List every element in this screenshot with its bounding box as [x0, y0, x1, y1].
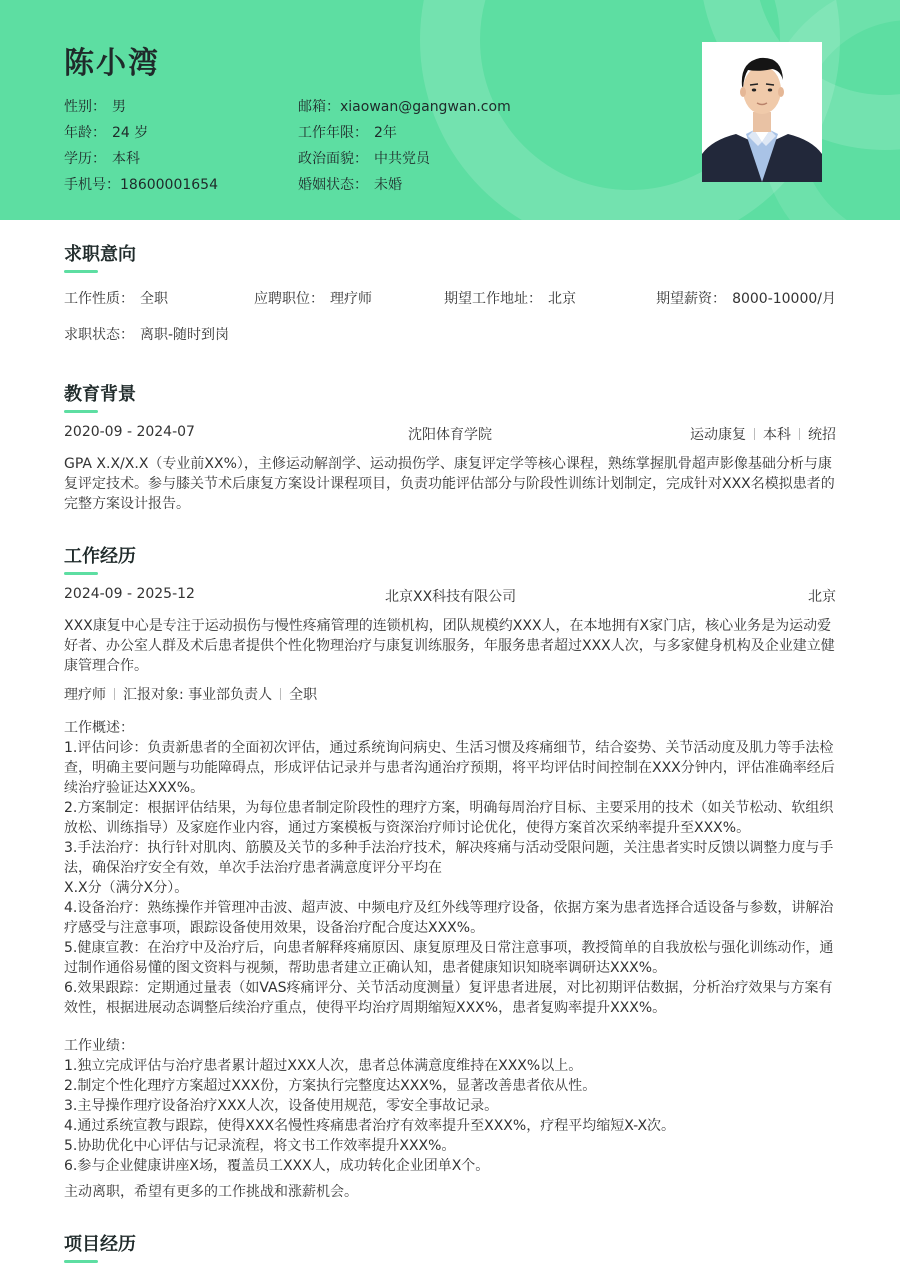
field-value: 离职-随时到岗: [140, 327, 230, 343]
company-description: [64, 616, 836, 676]
section-title-project: 项目经历: [64, 1234, 136, 1255]
info-value: 男: [112, 99, 126, 115]
field-value: 理疗师: [330, 291, 372, 307]
text-line: 2.制定个性化理疗方案超过XXX份，方案执行完整度达XXX%，显著改善患者依从性。: [64, 1078, 597, 1094]
text-line: 康管理合作。: [64, 658, 148, 674]
text-line: XXX康复中心是专注于运动损伤与慢性疼痛管理的连锁机构，团队规模约XXX人，在本地拥有X家门店，核心业务是为运动爱: [64, 618, 832, 634]
text-line: 放松、训练指导）及家庭作业内容，通过方案模板与资深治疗师讨论优化，使得方案首次采纳率提升至XXX%。: [64, 820, 751, 836]
text-line: 4.设备治疗：熟练操作并管理冲击波、超声波、中频电疗及红外线等理疗设备，依据方案为患者选择合适设备与参数，讲解治: [64, 900, 834, 916]
info-value: 未婚: [374, 177, 402, 193]
field-label: 应聘职位：: [254, 291, 324, 307]
field-value: 8000-10000/月: [732, 291, 836, 307]
text-line: 3.主导操作理疗设备治疗XXX人次，设备使用规范，零安全事故记录。: [64, 1098, 499, 1114]
field-label: 求职状态：: [64, 327, 134, 343]
text-line: 效性，根据进展动态调整后续治疗重点，使得平均治疗周期缩短XXX%，患者复购率提升XXX%。: [64, 1000, 667, 1016]
text-line: 1.独立完成评估与治疗患者累计超过XXX人次，患者总体满意度维持在XXX%以上。: [64, 1058, 583, 1074]
candidate-name: 陈小湾: [64, 46, 160, 81]
text-line: X.X分（满分X分）。: [64, 880, 189, 896]
info-political: [298, 148, 430, 168]
info-value: xiaowan@gangwan.com: [340, 99, 511, 115]
text-line: 法，确保治疗安全有效，单次手法治疗患者满意度评分平均在: [64, 860, 442, 876]
intent-status: [64, 324, 229, 344]
info-marital: [298, 174, 402, 194]
text-line: 2.方案制定：根据评估结果，为每位患者制定阶段性的理疗方案，明确每周治疗目标、主要采用的技术（如关节松动、软组织: [64, 800, 834, 816]
text-line: 6.效果跟踪：定期通过量表（如VAS疼痛评分、关节活动度测量）复评患者进展，对比初期评估数据，分析治疗效果与方案有: [64, 980, 833, 996]
education-school: 沈阳体育学院: [408, 427, 492, 443]
text-line: GPA X.X/X.X（专业前XX%），主修运动解剖学、运动损伤学、康复评定学等核心课程，熟练掌握肌骨超声影像基础分析与康: [64, 456, 832, 472]
work-company: 北京XX科技有限公司: [385, 589, 517, 605]
profile-photo: [702, 42, 822, 182]
work-period: 2024-09 - 2025-12: [64, 586, 195, 602]
text-line: 4.通过系统宣教与跟踪，使得XXX名慢性疼痛患者治疗有效率提升至XXX%，疗程平均缩短X-X次。: [64, 1118, 676, 1134]
education-meta: [690, 424, 836, 444]
field-label: 期望薪资：: [656, 291, 727, 307]
intent-position: [254, 288, 372, 308]
field-label: 工作性质：: [64, 291, 134, 307]
header-banner: [0, 0, 900, 220]
text-line: 过制作通俗易懂的图文资料与视频，帮助患者建立正确认知，患者健康知识知晓率调研达XXX%。: [64, 960, 667, 976]
info-value: 18600001654: [120, 177, 218, 193]
info-age: [64, 122, 148, 142]
info-label: 婚姻状态：: [298, 177, 368, 193]
divider: [114, 688, 115, 700]
text-line: 复评定技术。参与膝关节术后康复方案设计课程项目，负责功能评估部分与阶段性训练计划制定，完成针对XXX名模拟患者的: [64, 476, 835, 492]
info-value: 中共党员: [374, 151, 430, 167]
education-period: 2020-09 - 2024-07: [64, 424, 195, 440]
text-line: 1.评估问诊：负责新患者的全面初次评估，通过系统询问病史、生活习惯及疼痛细节，结合姿势、关节活动度及肌力等手法检: [64, 740, 834, 756]
divider: [799, 428, 800, 440]
info-phone: [64, 174, 218, 194]
text-line: 3.手法治疗：执行针对肌肉、筋膜及关节的多种手法治疗技术，解决疼痛与活动受限问题，关注患者实时反馈以调整力度与手: [64, 840, 834, 856]
info-email: [298, 96, 511, 116]
info-label: 工作年限：: [298, 125, 368, 141]
intent-job-type: [64, 288, 168, 308]
info-label: 性别：: [64, 99, 106, 115]
text-line: 续治疗验证达XXX%。: [64, 780, 205, 796]
text-line: 疗感受与注意事项，跟踪设备使用效果，设备治疗配合度达XXX%。: [64, 920, 485, 936]
intent-location: [444, 288, 576, 308]
info-value: 2年: [374, 125, 397, 141]
section-title-work: 工作经历: [64, 546, 136, 567]
education-degree: 本科: [763, 427, 791, 443]
text-line: 6.参与企业健康讲座X场，覆盖员工XXX人，成功转化企业团单X个。: [64, 1158, 490, 1174]
info-education: [64, 148, 140, 168]
divider: [754, 428, 755, 440]
info-work-years: [298, 122, 397, 142]
education-type: 统招: [808, 427, 836, 443]
text-line: 好者、办公室人群及术后患者提供个性化物理治疗与康复训练服务，年服务患者超过XXX人次，与多家健身机构及企业建立健: [64, 638, 835, 654]
avatar-illustration: [702, 42, 822, 182]
work-role-line: [64, 684, 317, 704]
section-underline: [64, 572, 98, 575]
section-title-intent: 求职意向: [64, 244, 136, 265]
text-line: 查，明确主要问题与功能障碍点，形成评估记录并与患者沟通治疗预期，将平均评估时间控制在XXX分钟内，评估准确率经后: [64, 760, 835, 776]
achieve-title: 工作业绩：: [64, 1038, 134, 1054]
work-achievements: [64, 1036, 836, 1176]
section-title-education: 教育背景: [64, 384, 136, 405]
info-value: 本科: [112, 151, 140, 167]
overview-title: 工作概述：: [64, 720, 134, 736]
field-label: 期望工作地址：: [444, 291, 542, 307]
work-job-type: 全职: [289, 687, 318, 703]
education-description: [64, 454, 836, 514]
section-underline: [64, 270, 98, 273]
leave-reason: 主动离职，希望有更多的工作挑战和涨薪机会。: [64, 1184, 358, 1200]
work-role: 理疗师: [64, 687, 106, 703]
work-report-to: 汇报对象: 事业部负责人: [123, 687, 273, 703]
info-value: 24 岁: [112, 125, 149, 141]
education-major: 运动康复: [690, 427, 746, 443]
text-line: 完整方案设计报告。: [64, 496, 190, 512]
section-underline: [64, 410, 98, 413]
intent-salary: [656, 288, 836, 308]
section-underline: [64, 1260, 98, 1263]
work-city: 北京: [808, 589, 836, 605]
info-label: 邮箱：: [298, 99, 340, 115]
info-label: 手机号：: [64, 177, 120, 193]
work-overview: [64, 718, 836, 1018]
field-value: 全职: [140, 291, 168, 307]
text-line: 5.健康宣教：在治疗中及治疗后，向患者解释疼痛原因、康复原理及日常注意事项，教授简单的自我放松与强化训练动作，通: [64, 940, 834, 956]
text-line: 5.协助优化中心评估与记录流程，将文书工作效率提升XXX%。: [64, 1138, 456, 1154]
divider: [280, 688, 281, 700]
info-label: 学历：: [64, 151, 106, 167]
field-value: 北京: [548, 291, 576, 307]
info-label: 年龄：: [64, 125, 106, 141]
info-label: 政治面貌：: [298, 151, 368, 167]
info-gender: [64, 96, 126, 116]
